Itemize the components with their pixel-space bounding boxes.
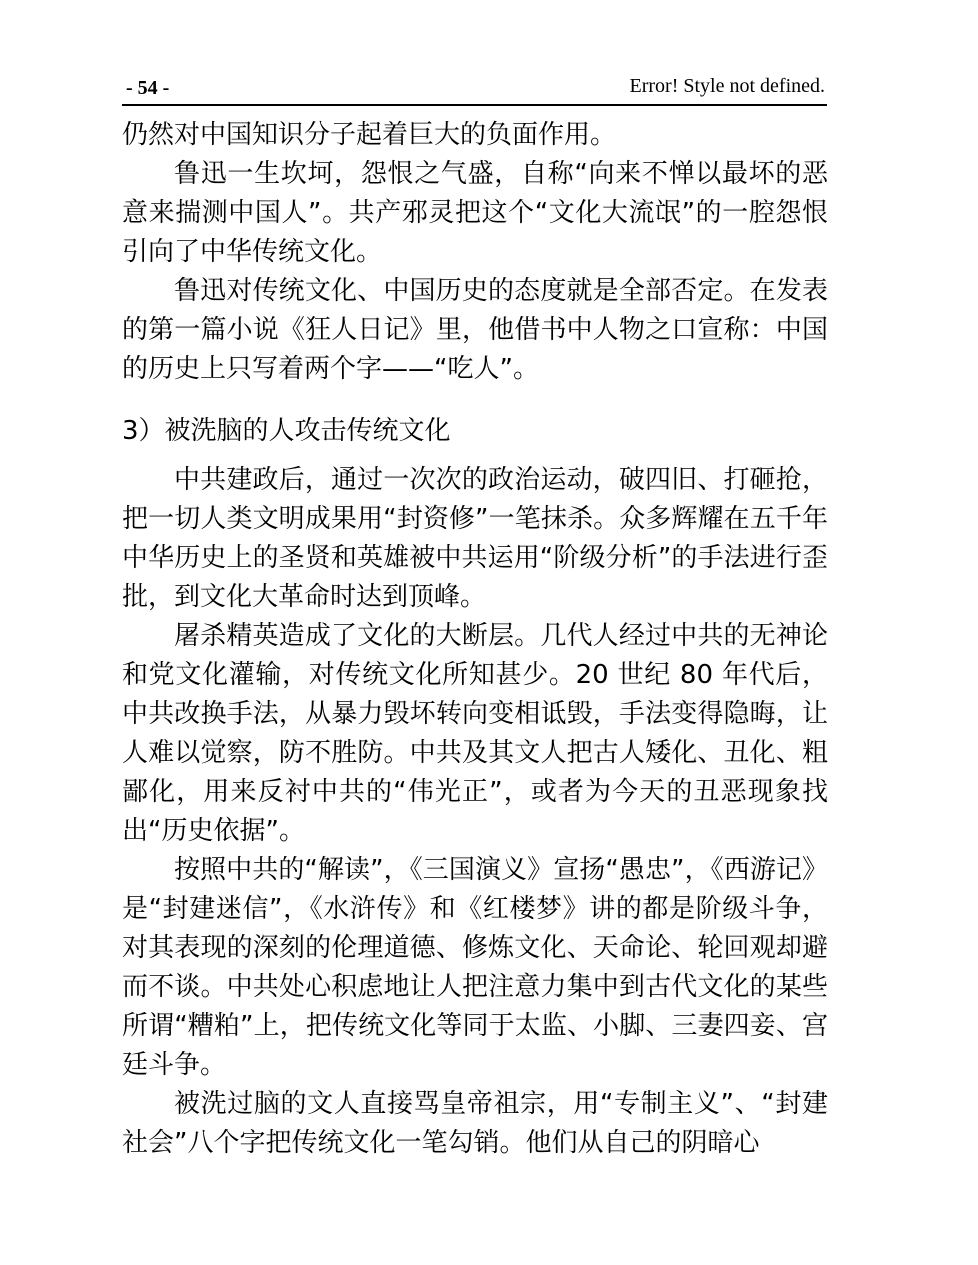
page-header (122, 70, 827, 106)
paragraph: 被洗过脑的文人直接骂皇帝祖宗，用“专制主义”、“封建社会”八个字把传统文化一笔勾销。他们从自己的阴暗心 (122, 1089, 828, 1158)
paragraph-continued: 仍然对中国知识分子起着巨大的负面作用。 (122, 120, 617, 150)
running-head: Error! Style not defined. (629, 75, 825, 97)
paragraph: 中共建政后，通过一次次的政治运动，破四旧、打砸抢，把一切人类文明成果用“封资修”一笔抹杀。众多辉耀在五千年中华历史上的圣贤和英雄被中共运用“阶级分析”的手法进行歪批，到文化大革命时达到顶峰。 (122, 465, 828, 612)
paragraph: 鲁迅一生坎坷，怨恨之气盛，自称“向来不惮以最坏的恶意来揣测中国人”。共产邪灵把这个“文化大流氓”的一腔怨恨引向了中华传统文化。 (122, 159, 828, 267)
paragraph: 鲁迅对传统文化、中国历史的态度就是全部否定。在发表的第一篇小说《狂人日记》里，他借书中人物之口宣称：中国的历史上只写着两个字——“吃人”。 (122, 276, 828, 384)
paragraph: 屠杀精英造成了文化的大断层。几代人经过中共的无神论和党文化灌输，对传统文化所知甚少。20 世纪 80 年代后，中共改换手法，从暴力毁坏转向变相诋毁，手法变得隐晦，让人难以觉察，防不胜防。中共及其文人把古人矮化、丑化、粗鄙化，用来反衬中共的“伟光正”，或者为今天的丑恶现象找出“历史依据”。 (122, 621, 828, 846)
paragraph: 按照中共的“解读”，《三国演义》宣扬“愚忠”，《西游记》是“封建迷信”，《水浒传》和《红楼梦》讲的都是阶级斗争，对其表现的深刻的伦理道德、修炼文化、天命论、轮回观却避而不谈。中共处心积虑地让人把注意力集中到古代文化的某些所谓“糟粕”上，把传统文化等同于太监、小脚、三妻四妾、宫廷斗争。 (122, 855, 828, 1080)
section-heading: 3）被洗脑的人攻击传统文化 (122, 416, 451, 446)
body-text (122, 116, 828, 1163)
page-number: - 54 - (126, 77, 170, 99)
